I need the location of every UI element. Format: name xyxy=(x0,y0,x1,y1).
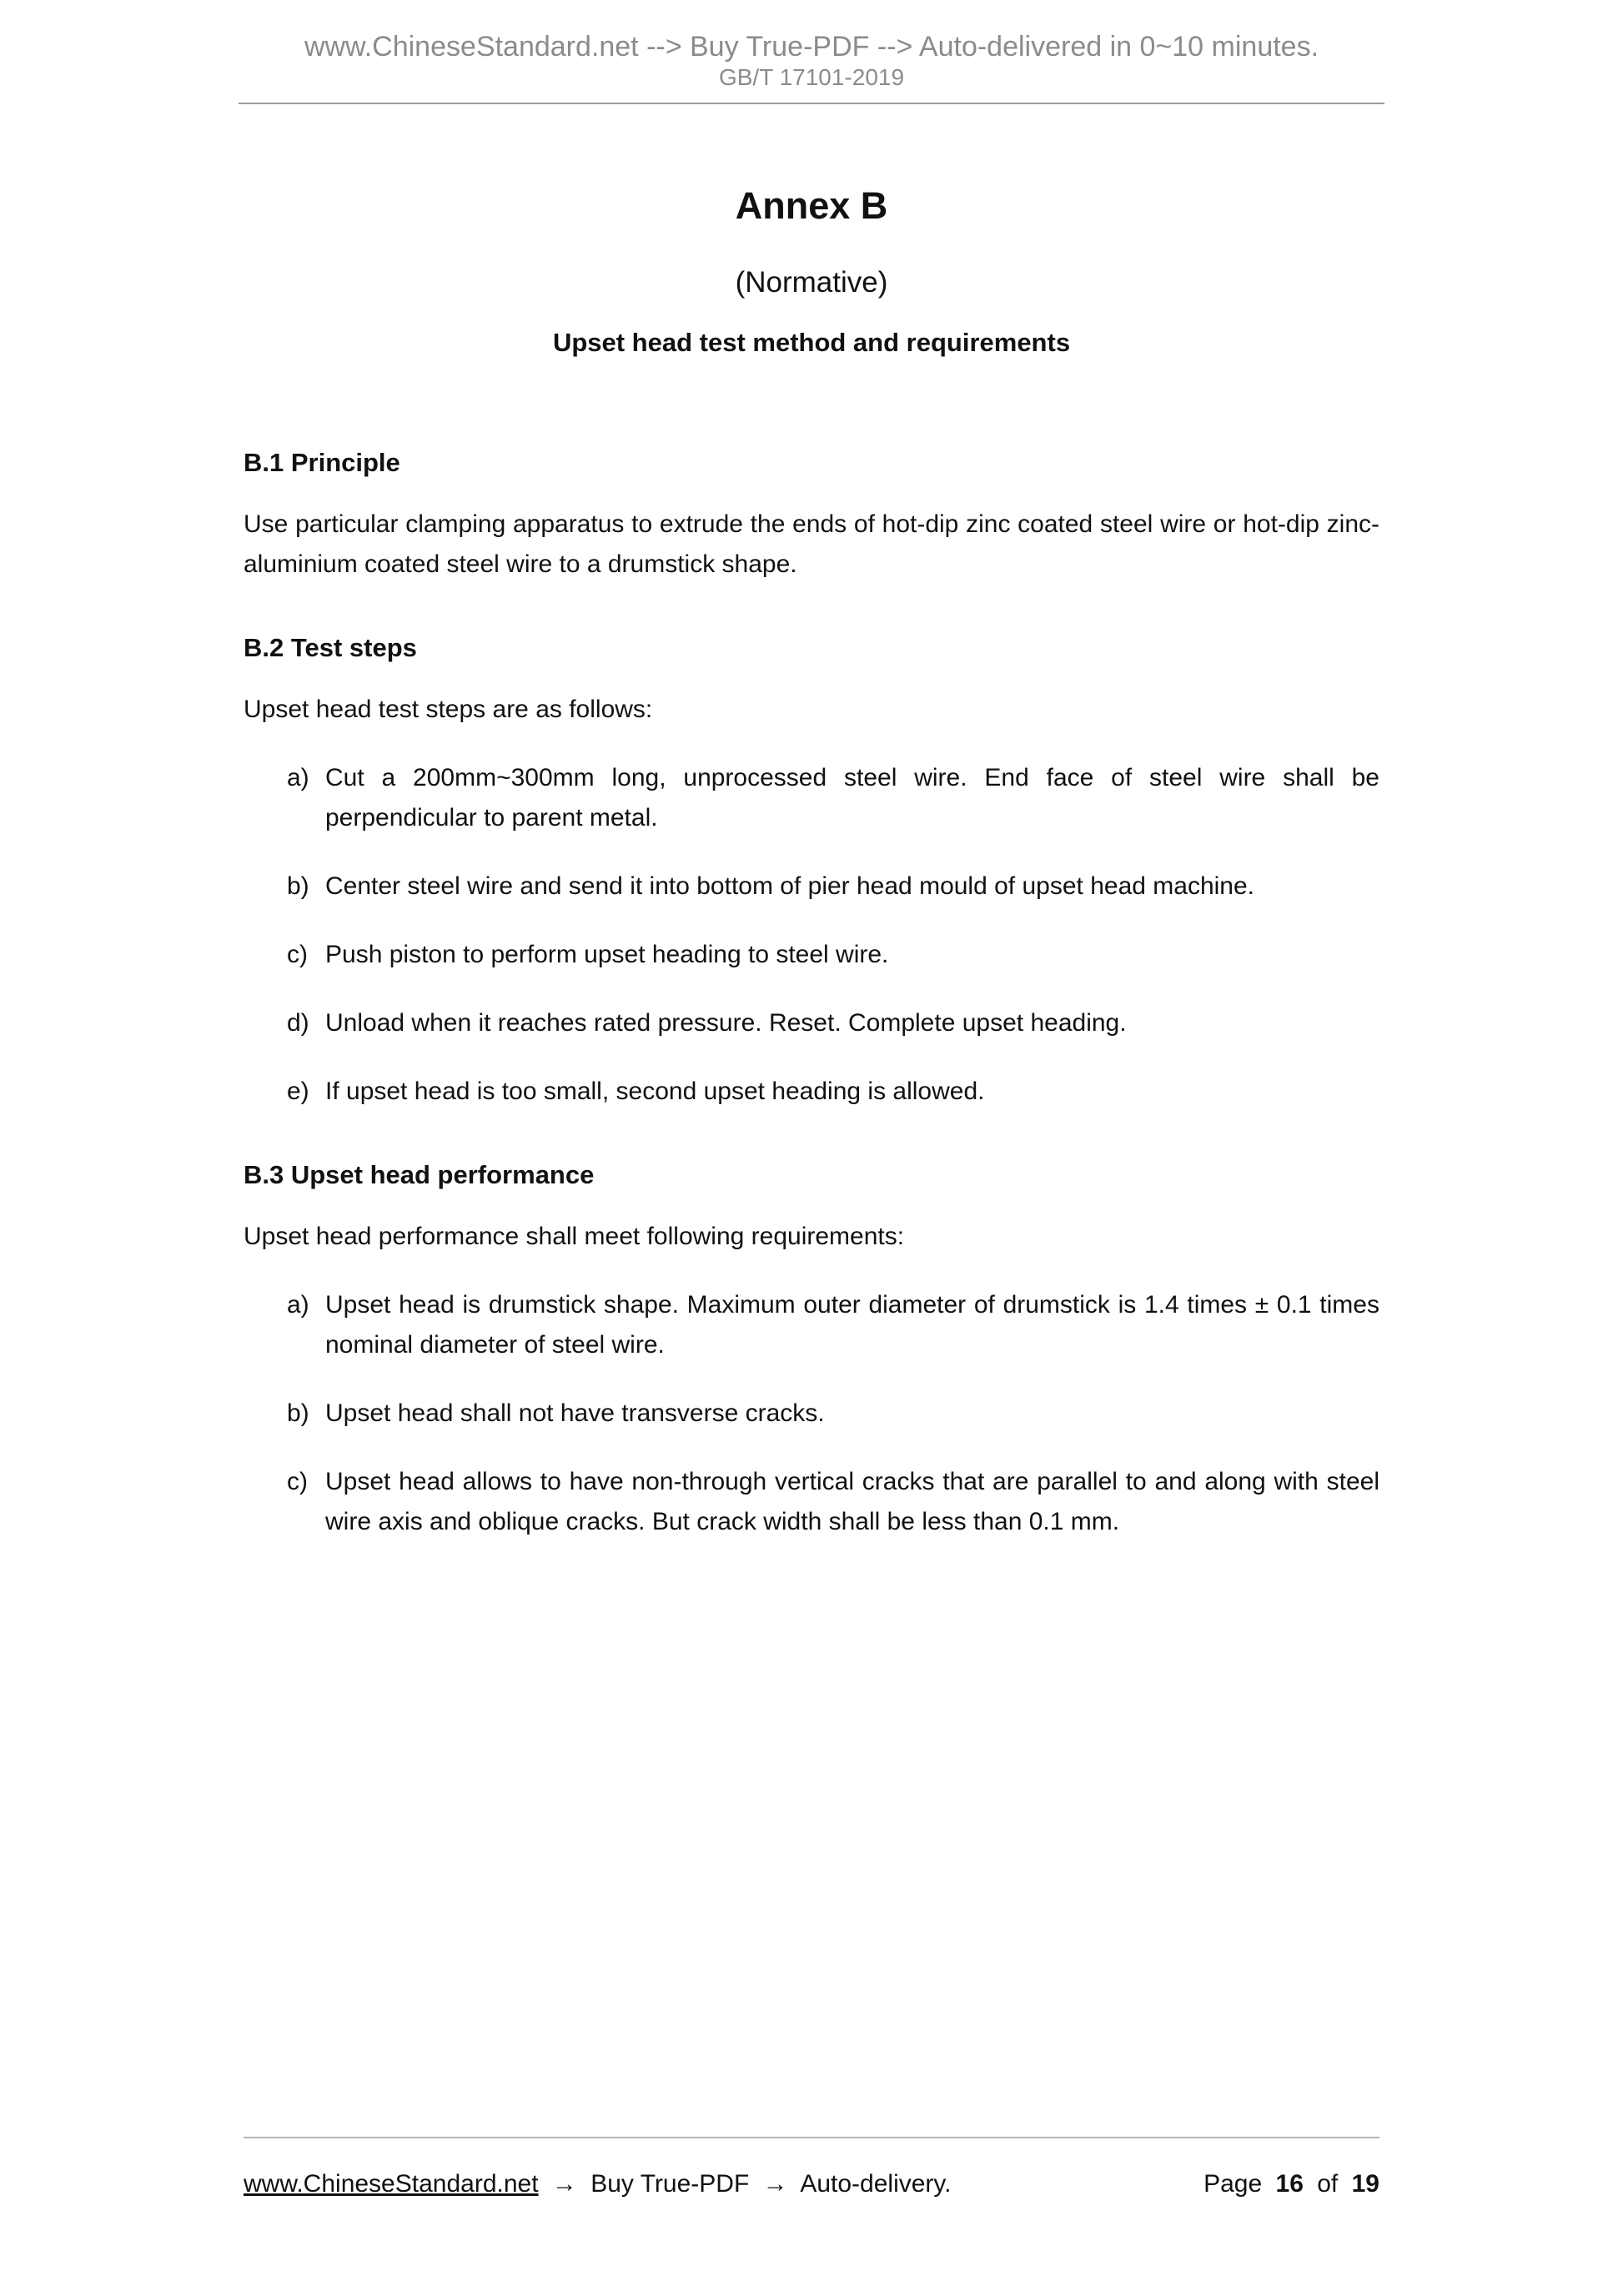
page-current: 16 xyxy=(1275,2170,1304,2198)
section-b1-principle xyxy=(244,448,1379,585)
page-label: Page xyxy=(1203,2170,1263,2198)
page-total: 19 xyxy=(1351,2170,1379,2198)
site-link[interactable]: www.ChineseStandard.net xyxy=(244,2170,539,2198)
footer-delivery-text: Auto-delivery. xyxy=(800,2170,952,2198)
list-item-text: Center steel wire and send it into bottom of pier head mould of upset head machine. xyxy=(325,872,1254,900)
section-paragraph: Upset head performance shall meet following requirements: xyxy=(244,1222,905,1250)
normative-label: (Normative) xyxy=(735,265,888,299)
section-b3-upset-head-performance xyxy=(244,1160,1379,1542)
list-item-text: Unload when it reaches rated pressure. Reset. Complete upset heading. xyxy=(325,1008,1127,1037)
section-heading: B.1 Principle xyxy=(244,447,400,477)
page-footer xyxy=(244,2170,1379,2198)
arrow-icon: → xyxy=(762,2170,788,2198)
list-item-text: Upset head allows to have non-through vertical cracks that are parallel to and along with steel wire axis and oblique cracks. But crack width shall be less than 0.1 mm. xyxy=(325,1467,1379,1535)
list-item xyxy=(244,867,1379,907)
list-item-text: Upset head shall not have transverse cracks. xyxy=(325,1399,825,1427)
list-item-label: d) xyxy=(287,1008,309,1037)
list-item-label: b) xyxy=(287,1399,309,1427)
list-item-label: c) xyxy=(287,1467,308,1495)
list-item-label: a) xyxy=(287,1290,309,1319)
footer-rule xyxy=(244,2137,1379,2138)
list-item xyxy=(244,1072,1379,1112)
list-item-label: c) xyxy=(287,940,308,968)
list-item-text: Cut a 200mm~300mm long, unprocessed steel wire. End face of steel wire shall be perpendicular to parent metal. xyxy=(325,763,1379,831)
page-of-label: of xyxy=(1317,2170,1339,2198)
footer-links xyxy=(244,2170,952,2198)
page-indicator xyxy=(1197,2170,1379,2198)
list-item-text: Push piston to perform upset heading to steel wire. xyxy=(325,940,889,968)
list-item-text: If upset head is too small, second upset heading is allowed. xyxy=(325,1077,985,1105)
list-item xyxy=(244,1003,1379,1043)
list-item xyxy=(244,758,1379,838)
header-tagline: www.ChineseStandard.net --> Buy True-PDF --> Auto-delivered in 0~10 minutes. xyxy=(304,31,1319,63)
list-item-label: e) xyxy=(287,1077,309,1105)
section-paragraph: Use particular clamping apparatus to extrude the ends of hot-dip zinc coated steel wire or hot-dip zinc-aluminium coated steel wire to a drumstick shape. xyxy=(244,510,1379,578)
page-header xyxy=(0,0,1623,104)
annex-title: Annex B xyxy=(735,183,888,227)
section-heading: B.3 Upset head performance xyxy=(244,1159,595,1189)
document-content xyxy=(244,184,1379,1542)
section-heading: B.2 Test steps xyxy=(244,632,417,662)
list-item-text: Upset head is drumstick shape. Maximum outer diameter of drumstick is 1.4 times ± 0.1 times nominal diameter of steel wire. xyxy=(325,1290,1379,1359)
list-item xyxy=(244,1462,1379,1542)
list-item xyxy=(244,935,1379,975)
test-steps-list xyxy=(244,758,1379,1112)
section-paragraph: Upset head test steps are as follows: xyxy=(244,695,653,723)
doc-number: GB/T 17101-2019 xyxy=(718,63,905,90)
header-rule xyxy=(239,103,1384,104)
section-b2-test-steps xyxy=(244,633,1379,1112)
annex-subtitle: Upset head test method and requirements xyxy=(552,327,1071,357)
list-item-label: b) xyxy=(287,872,309,900)
footer-buy-text: Buy True-PDF xyxy=(590,2170,750,2198)
arrow-icon: → xyxy=(551,2170,577,2198)
list-item-label: a) xyxy=(287,763,309,791)
list-item xyxy=(244,1394,1379,1434)
list-item xyxy=(244,1285,1379,1365)
performance-list xyxy=(244,1285,1379,1542)
